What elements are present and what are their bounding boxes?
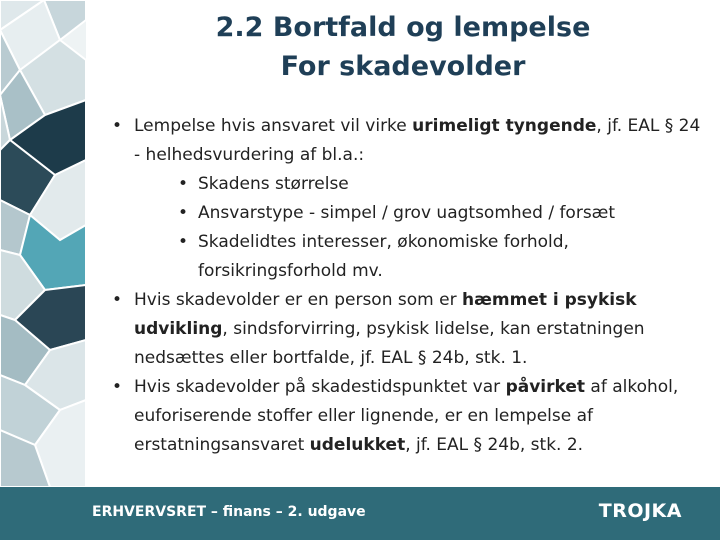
bullet-list	[106, 112, 702, 460]
bullet-psykisk	[106, 286, 702, 373]
bullet-bold-text: udelukket	[309, 435, 406, 455]
bullet-text: af alkohol, euforiserende stoffer eller lignende, er en lempelse af erstatningsansvaret	[134, 377, 679, 455]
decorative-cube-pattern	[0, 0, 86, 487]
sub-bullet-item: • Ansvarstype - simpel / grov uagtsomhed / forsæt	[134, 199, 702, 228]
bullet-lempelse	[106, 112, 702, 286]
title-line-2: For skadevolder	[280, 51, 526, 82]
footer-book-title: ERHVERVSRET – finans – 2. udgave	[92, 504, 366, 520]
cube-pattern-graphic	[0, 0, 86, 487]
bullet-text: , jf. EAL § 24b, stk. 2.	[405, 435, 584, 455]
bullet-text: Lempelse hvis ansvaret vil virke	[134, 116, 413, 136]
bullet-text: Hvis skadevolder er en person som er	[134, 290, 462, 310]
sub-bullet-item: • Skadens størrelse	[134, 170, 702, 199]
bullet-text: , sindsforvirring, psykisk lidelse, kan erstatningen nedsættes eller bortfalde, jf. EAL § 24b, stk. 1.	[134, 319, 645, 368]
bullet-bold-text: hæmmet i psykisk udvikling	[134, 290, 637, 339]
publisher-logo: TROJKA	[598, 500, 682, 522]
sub-bullet-item: • Skadelidtes interesser, økonomiske forhold, forsikringsforhold mv.	[134, 228, 702, 286]
footer-bar	[0, 487, 720, 540]
bullet-bold-text: påvirket	[505, 377, 586, 397]
bullet-text: Hvis skadevolder på skadestidspunktet var	[134, 377, 506, 397]
title-line-1: 2.2 Bortfald og lempelse	[215, 12, 591, 43]
bullet-bold-text: urimeligt tyngende	[412, 116, 597, 136]
slide-content	[106, 112, 702, 460]
bullet-paavirket	[106, 373, 702, 460]
bullet-text: , jf. EAL § 24 - helhedsvurdering af bl.a.:	[134, 116, 701, 165]
slide-title	[86, 8, 720, 86]
sub-bullet-list	[134, 170, 702, 286]
